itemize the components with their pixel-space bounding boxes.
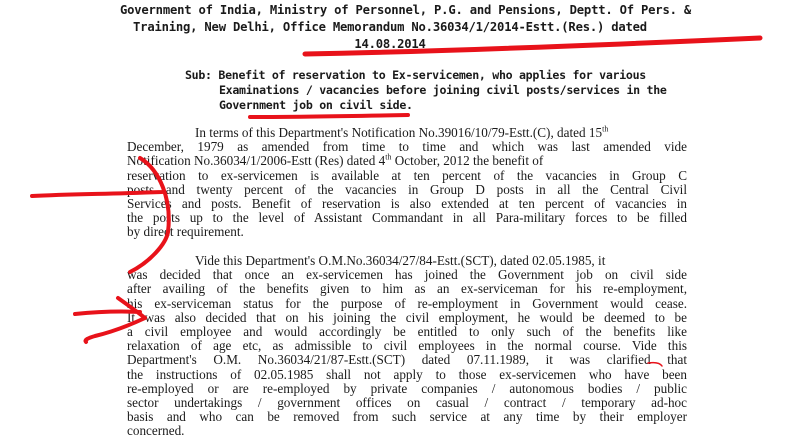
subject-line: Sub: Benefit of reservation to Ex-servicemen, who applies for various	[185, 68, 646, 82]
paragraph-line: concerned.	[127, 423, 185, 439]
paragraph-line: Vide this Department's O.M.No.36034/27/84-Estt.(SCT), dated 02.05.1985, it	[195, 253, 606, 268]
paragraph-line: was decided that once an ex-servicemen has joined the Government job on civil side	[127, 267, 687, 283]
paragraph-line: by direct requirement.	[127, 224, 244, 240]
header-date: 14.08.2014	[354, 37, 426, 51]
paragraph-text: Notification No.36034/1/2006-Estt (Res) dated 4	[127, 153, 386, 169]
memo-subject	[185, 68, 685, 113]
paragraph-text: October, 2012 the benefit of	[391, 153, 544, 169]
paragraph-line	[127, 154, 687, 168]
paragraph-line: Department's O.M. No.36034/21/87-Estt.(SCT) dated 07.11.1989, it was clarified that	[127, 352, 687, 368]
paragraph-line: December, 1979 as amended from time to time and which was last amended vide	[127, 139, 687, 155]
paragraph-line: Services and posts. Benefit of reservation is also extended at ten percent of vacancies in	[127, 196, 687, 212]
subject-line: Government job on civil side.	[219, 98, 413, 112]
paragraph-line: the instructions of 02.05.1985 shall not apply to those ex-servicemen who have been	[127, 366, 687, 382]
paragraph-line: basis and who can be removed from such service at any time by their employer	[127, 409, 687, 425]
paragraph-line: after availing of the benefits given to him as an ex-serviceman for his re-employment,	[127, 281, 687, 297]
paragraph-line: re-employed or are re-employed by private companies / autonomous bodies / public	[127, 380, 687, 396]
paragraph-text: In terms of this Department's Notification No.39016/10/79-Estt.(C), dated 15	[195, 125, 603, 140]
paragraph-1	[127, 126, 687, 240]
ordinal-suffix: th	[385, 153, 392, 163]
paragraph-line: posts and twenty percent of the vacancies in Group D posts in all the Central Civil	[127, 181, 687, 197]
paragraph-line: reservation to ex-servicemen is available at ten percent of the vacancies in Group C	[127, 167, 687, 183]
paragraph-line: sector undertakings / government offices on casual / contract / temporary ad-hoc	[127, 395, 687, 411]
paragraph-line: It was also decided that on his joining the civil employment, he would be deemed to be	[127, 309, 687, 325]
paragraph-line: relaxation of age etc, as admissible to civil employees in the normal course. Vide this	[127, 338, 687, 354]
ordinal-suffix: th	[602, 124, 609, 134]
paragraph-2	[127, 254, 687, 439]
paragraph-line: the posts up to the level of Assistant Commandant in all Para-military forces to be filled	[127, 210, 687, 226]
paragraph-line	[127, 126, 687, 140]
paragraph-line: a civil employee and would accordingly be entitled to only such of the benefits like	[127, 324, 687, 340]
subject-line: Examinations / vacancies before joining civil posts/services in the	[219, 83, 667, 97]
paragraph-line: his ex-serviceman status for the purpose of re-employment in Government would cease.	[127, 295, 687, 311]
memo-header	[120, 2, 691, 53]
header-line: Training, New Delhi, Office Memorandum No.36034/1/2014-Estt.(Res.) dated	[133, 20, 647, 34]
subject-underline-mark	[250, 115, 408, 117]
header-line: Government of India, Ministry of Personnel, P.G. and Pensions, Deptt. Of Pers. &	[120, 3, 691, 17]
